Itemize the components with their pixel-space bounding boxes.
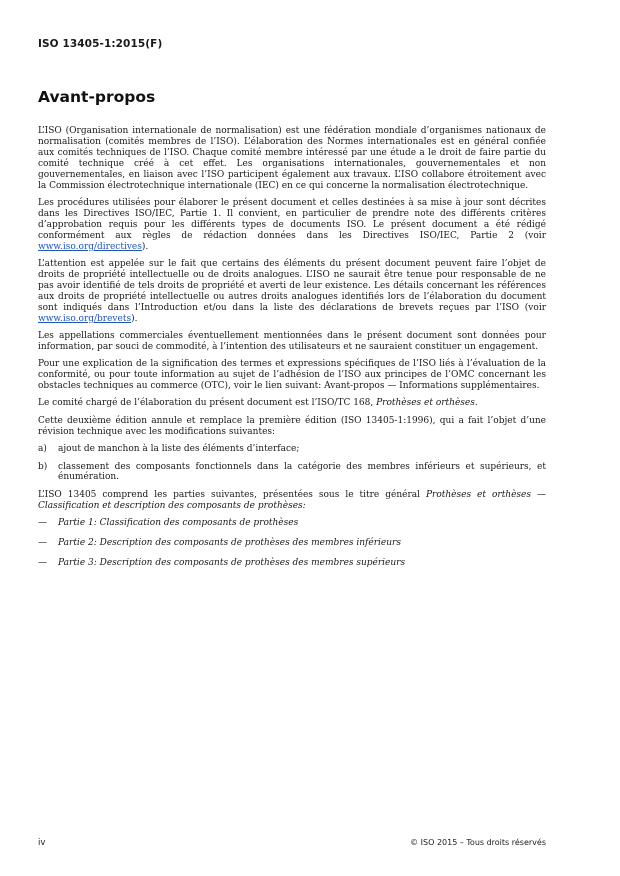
- document-id: ISO 13405-1:2015(F): [38, 38, 163, 50]
- paragraph-committee: [38, 398, 546, 409]
- paragraph-parts-text: L’ISO 13405 comprend les parties suivantes, présentées sous le titre général: [38, 489, 426, 500]
- paragraph-patents-text: L’attention est appelée sur le fait que certains des éléments du présent document peuvent faire l’objet de droits de propriété intellectuelle ou de droits analogues. L’ISO ne saurait être tenue pour responsable de ne pas avoir identifié de tels droits de propriété et averti de leur existence. Les détails concernant les références aux droits de propriété intellectuelle ou autres droits analogues identifiés lors de l’élaboration du document sont indiqués dans l’Introduction et/ou dans la liste des déclarations de brevets reçues par l’ISO (voir: [38, 258, 546, 313]
- list-marker: —: [38, 538, 47, 549]
- changes-list: [38, 444, 546, 483]
- paragraph-procedures: [38, 198, 546, 253]
- paragraph-conformity: Pour une explication de la signification des termes et expressions spécifiques de l’ISO liés à l’évaluation de la conformité, ou pour toute information au sujet de l’adhésion de l’ISO aux principes de l’OMC concernant les obstacles techniques au commerce (OTC), voir le lien suivant: Avant-propos — Informations supplémentaires.: [38, 359, 546, 392]
- paragraph-committee-text: Le comité chargé de l’élaboration du présent document est l’ISO/TC 168,: [38, 398, 377, 409]
- paragraph-committee-end: .: [474, 398, 478, 409]
- paragraph-procedures-end: ).: [141, 241, 149, 252]
- list-item: [38, 538, 546, 549]
- list-item: [38, 444, 546, 455]
- list-item: [38, 462, 546, 484]
- list-item-text: ajout de manchon à la liste des éléments d’interface;: [58, 444, 300, 455]
- list-marker: a): [38, 444, 47, 455]
- directives-link[interactable]: www.iso.org/directives: [38, 241, 142, 252]
- paragraph-trade-names: Les appellations commerciales éventuellement mentionnées dans le présent document sont données pour information, par souci de commodité, à l’intention des utilisateurs et ne sauraient constituer un engagement.: [38, 330, 546, 352]
- list-item: [38, 518, 546, 529]
- committee-title: Prothèses et orthèses: [376, 398, 475, 409]
- page-title: Avant-propos: [38, 88, 156, 106]
- list-item: [38, 558, 546, 569]
- list-marker: —: [38, 558, 47, 568]
- list-item-text: classement des composants fonctionnels dans la catégorie des membres inférieurs et supérieurs, et énumération.: [58, 461, 546, 483]
- list-item-text: Partie 3: Description des composants de prothèses des membres supérieurs: [58, 558, 406, 568]
- paragraph-edition: Cette deuxième édition annule et remplace la première édition (ISO 13405-1:1996), qui a fait l’objet d’une révision technique avec les modifications suivantes:: [38, 415, 546, 437]
- list-item-text: Partie 2: Description des composants de prothèses des membres inférieurs: [58, 538, 401, 549]
- list-marker: —: [38, 518, 47, 529]
- list-item-text: Partie 1: Classification des composants de prothèses: [58, 518, 299, 529]
- patents-link[interactable]: www.iso.org/brevets: [38, 313, 132, 324]
- parts-list: [38, 518, 546, 569]
- paragraph-parts: [38, 490, 546, 512]
- paragraph-iso-intro: L’ISO (Organisation internationale de normalisation) est une fédération mondiale d’organismes nationaux de normalisation (comités membres de l’ISO). L’élaboration des Normes internationales est en général confiée aux comités techniques de l’ISO. Chaque comité membre intéressé par une étude a le droit de faire partie du comité technique créé à cet effet. Les organisations internationales, gouvernementales et non gouvernementales, en liaison avec l’ISO participent également aux travaux. L’ISO collabore étroitement avec la Commission électrotechnique internationale (IEC) en ce qui concerne la normalisation électrotechnique.: [38, 126, 546, 191]
- foreword-body: [38, 126, 546, 578]
- paragraph-patents: [38, 259, 546, 324]
- page-number: iv: [38, 838, 46, 848]
- paragraph-patents-end: ).: [131, 313, 138, 324]
- parts-general-title: Prothèses et orthèses — Classification et description des composants de prothèses:: [38, 489, 546, 511]
- paragraph-procedures-text: Les procédures utilisées pour élaborer le présent document et celles destinées à sa mise à jour sont décrites dans les Directives ISO/IEC, Partie 1. Il convient, en particulier de prendre note des différents critères d’approbation requis pour les différents types de documents ISO. Le présent document a été rédigé conformément aux règles de rédaction données dans les Directives ISO/IEC, Partie 2 (voir: [38, 197, 546, 241]
- list-marker: b): [38, 461, 48, 472]
- copyright-notice: © ISO 2015 – Tous droits réservés: [410, 838, 546, 847]
